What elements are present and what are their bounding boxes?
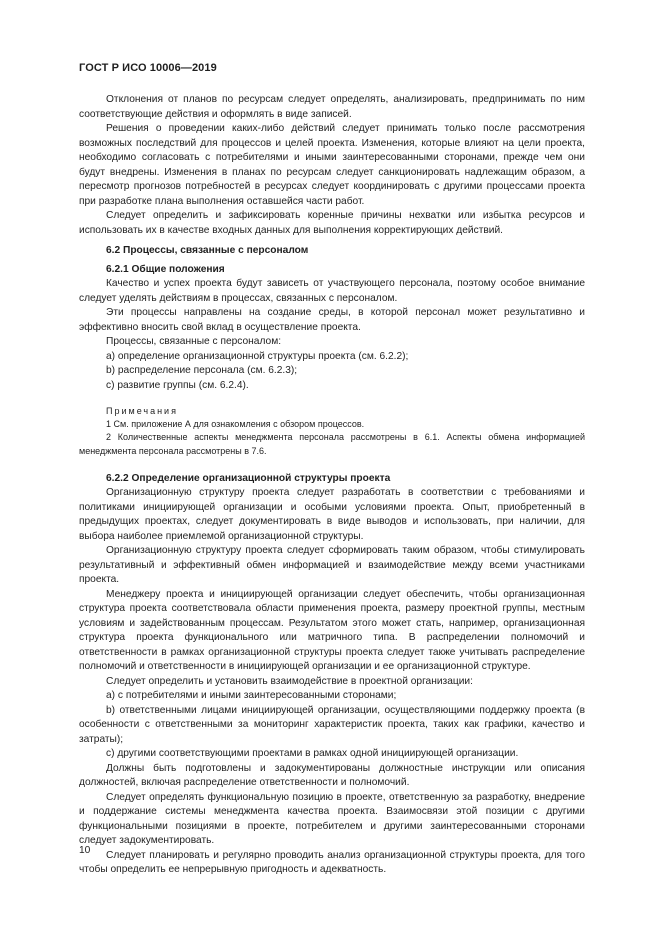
list-item: b) ответственными лицами инициирующей организации, осуществляющими поддержку проекта (в особенности с ответственными за мониторинг характеристик проекта, таких как графики, качество и затраты); [79, 704, 585, 745]
paragraph: Организационную структуру проекта следует разработать в соответствии с требованиями и политиками инициирующей организации и особыми условиями проекта. Опыт, приобретенный в предыдущих проектах, следует документировать в виде выводов и использовать, при наличии, для выбора наиболее приемлемой организационной структуры. [79, 487, 585, 542]
paragraph: Менеджеру проекта и инициирующей организации следует обеспечить, чтобы организационная структура проекта соответствовала области применения проекта, размеру проектной группы, местным условиям и задействованным процессам. Результатом этого может стать, например, организационная структура проекта функционального или матричного типа. В распределении полномочий и ответственности в рамках организационной структуры проекта следует также учитывать распределение полномочий и ответственности в инициирующей организации и ее организационной структуре. [79, 588, 585, 673]
paragraph: Качество и успех проекта будут зависеть от участвующего персонала, поэтому особое внимание следует уделять действиям в процессах, связанных с персоналом. [79, 278, 585, 304]
paragraph: Процессы, связанные с персоналом: [106, 336, 282, 347]
notes-title: Примечания [106, 406, 178, 416]
notes-block [79, 405, 585, 458]
paragraph: Организационную структуру проекта следует сформировать таким образом, чтобы стимулировать результативный и эффективный обмен информацией и взаимодействие между всеми участниками проекта. [79, 545, 585, 586]
paragraph: Отклонения от планов по ресурсам следует определять, анализировать, предпринимать по ним соответствующие действия и оформлять в виде записей. [79, 94, 585, 120]
page-body [79, 93, 585, 878]
list-item: c) другими соответствующими проектами в рамках одной инициирующей организации. [106, 748, 519, 760]
list-item: a) определение организационной структуры проекта (см. 6.2.2); [106, 350, 409, 362]
paragraph: Следует определить и зафиксировать коренные причины нехватки или избытка ресурсов и использовать их в качестве входных данных для выполнения корректирующих действий. [79, 210, 585, 236]
note-item: 1 См. приложение А для ознакомления с обзором процессов. [106, 419, 365, 430]
paragraph: Должны быть подготовлены и задокументированы должностные инструкции или описания должностей, включая распределение ответственности и полномочий. [79, 762, 585, 789]
section-heading-6-2-1: 6.2.1 Общие положения [106, 263, 225, 275]
paragraph: Эти процессы направлены на создание среды, в которой персонал может результативно и эффективно вносить свой вклад в осуществление проекта. [79, 307, 585, 333]
paragraph: Следует определить и установить взаимодействие в проектной организации: [106, 675, 473, 687]
list-item: c) развитие группы (см. 6.2.4). [106, 379, 249, 391]
paragraph: Решения о проведении каких-либо действий следует принимать только после рассмотрения возможных последствий для процессов и целей проекта. Изменения, которые влияют на цели проекта, необходимо согласовать с потребителями и иными заинтересованными сторонами, прежде чем они будут внедрены. Изменения в планах по ресурсам следует санкционировать надлежащим образом, а пересмотр прогнозов потребностей в ресурсах следует координировать с другими процессами проекта при разработке плана выполнения оставшейся части работ. [79, 123, 585, 207]
document-header: ГОСТ Р ИСО 10006—2019 [79, 62, 217, 74]
paragraph: Следует определять функциональную позицию в проекте, ответственную за разработку, внедрение и поддержание системы менеджмента качества проекта. Взаимосвязи этой позиции с другими функциональными позициями в проекте, потребителем и другими заинтересованными сторонами следует задокументировать. [79, 791, 585, 847]
list-item: b) распределение персонала (см. 6.2.3); [106, 365, 298, 376]
page-number: 10 [79, 845, 91, 856]
list-item: a) с потребителями и иными заинтересованными сторонами; [106, 690, 397, 702]
note-item: 2 Количественные аспекты менеджмента персонала рассмотрены в 6.1. Аспекты обмена информацией менеджмента персонала рассмотрены в 7.6. [79, 432, 585, 456]
section-heading-6-2-2: 6.2.2 Определение организационной структуры проекта [106, 472, 391, 484]
paragraph: Следует планировать и регулярно проводить анализ организационной структуры проекта, для того чтобы определить ее непрерывную пригодность и адекватность. [79, 849, 585, 876]
section-heading-6-2: 6.2 Процессы, связанные с персоналом [106, 245, 309, 256]
